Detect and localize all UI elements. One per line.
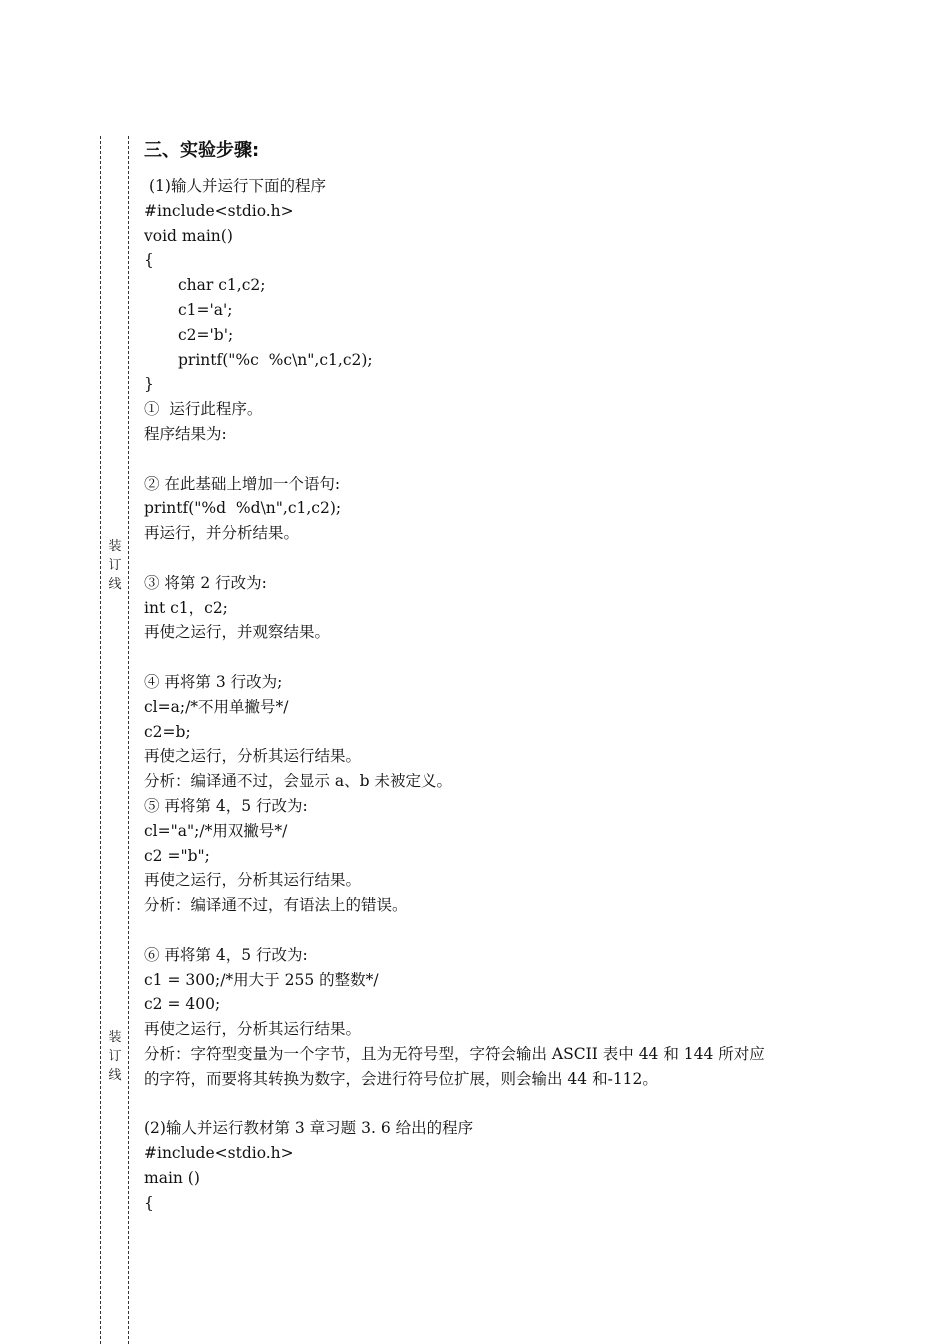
step4-line: ④ 再将第 3 行改为; [144,672,283,691]
code-line: #include<stdio.h> [144,1144,294,1163]
section-heading: 三、实验步骤: [144,140,260,161]
blank-line [144,645,824,670]
step4-line: 再使之运行，分析其运行结果。 [144,747,362,766]
step5-line: ⑤ 再将第 4，5 行改为: [144,796,308,815]
step6-line: ⑥ 再将第 4，5 行改为: [144,945,308,964]
blank-line [144,1091,824,1116]
binding-dashed-line-inner [128,136,129,1344]
code-line: main () [144,1168,200,1187]
step6-line: c1 = 300;/*用大于 255 的整数*/ [144,970,379,989]
step6-analysis: 的字符，而要将其转换为数字，会进行符号位扩展，则会输出 44 和-112。 [144,1069,658,1088]
step3-line: ③ 将第 2 行改为: [144,573,267,592]
step6-analysis: 分析：字符型变量为一个字节，且为无符号型，字符会输出 ASCII 表中 44 和 144 所对应 [144,1044,765,1063]
code-line: c2='b'; [178,325,234,344]
code-line: c1='a'; [178,300,233,319]
step2-line: printf("%d %d\n",c1,c2); [144,499,342,518]
step3-line: 再使之运行，并观察结果。 [144,623,331,642]
binding-label-top: 装 订 线 [108,539,122,592]
step5-line: cl="a";/*用双撇号*/ [144,821,288,840]
blank-line [144,546,824,571]
code-line: void main() [144,226,233,245]
part2-intro: (2)输人并运行教材第 3 章习题 3. 6 给出的程序 [144,1119,474,1138]
step1-line: 程序结果为: [144,424,227,443]
part1-intro: (1)输人并运行下面的程序 [149,177,326,195]
step4-line: cl=a;/*不用单撇号*/ [144,697,289,716]
binding-dashed-line-outer [100,136,101,1344]
step5-line: c2 ="b"; [144,846,210,865]
code-line: { [144,1193,154,1212]
step3-line: int c1，c2; [144,598,228,617]
code-line: { [144,251,154,270]
step4-line: c2=b; [144,722,191,741]
step4-line: 分析：编译通不过，会显示 a、b 未被定义。 [144,772,453,791]
binding-label-bottom: 装 订 线 [108,1030,122,1083]
blank-line [144,447,824,472]
step6-line: 再使之运行，分析其运行结果。 [144,1020,362,1039]
step6-line: c2 = 400; [144,995,221,1014]
code-line: #include<stdio.h> [144,201,294,220]
step5-line: 再使之运行，分析其运行结果。 [144,871,362,890]
step2-line: ② 在此基础上增加一个语句: [144,474,341,493]
code-line: printf("%c %c\n",c1,c2); [178,350,373,369]
step2-line: 再运行，并分析结果。 [144,524,300,543]
code-line: } [144,375,154,394]
document-body [144,136,824,1215]
blank-line [144,918,824,943]
step1-line: ① 运行此程序。 [144,400,263,419]
code-line: char c1,c2; [178,276,266,295]
step5-line: 分析：编译通不过，有语法上的错误。 [144,896,408,915]
